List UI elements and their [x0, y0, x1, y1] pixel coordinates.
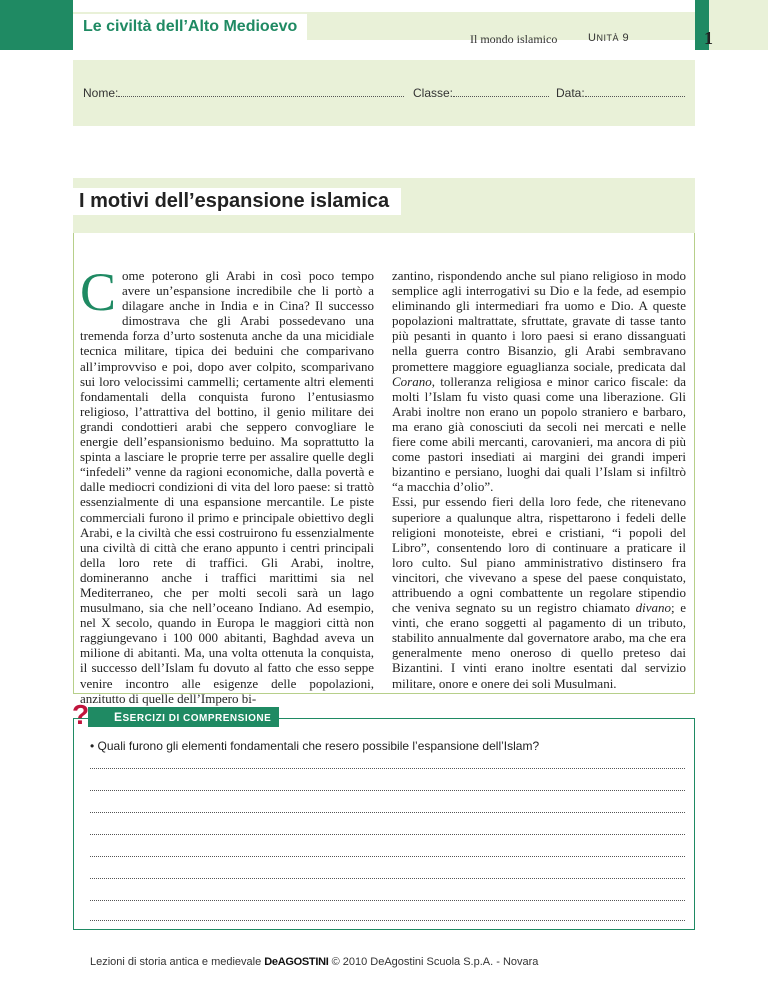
- exercise-header: [88, 707, 279, 727]
- header-accent-right: [709, 0, 768, 50]
- page-number: 1: [704, 28, 713, 48]
- footer-book-title: Lezioni di storia antica e medievale: [90, 956, 262, 968]
- article-text-col2-part4: ; e vinti, che erano soggetti al pagamento di un tributo, stabilito annualmente dal governatore arabo, ma che era generalmente meno oneroso di quello preteso dai Bizantini. I vinti erano inoltre esentati dal servizio militare, onore e onere dei soli Musulmani.: [392, 600, 686, 691]
- unit-number: 9: [622, 32, 630, 44]
- article-title: I motivi dell’espansione islamica: [73, 188, 401, 215]
- header-accent-left: [0, 0, 73, 50]
- unit-label: [588, 32, 629, 44]
- chapter-topic: Il mondo islamico: [470, 32, 558, 46]
- answer-line[interactable]: [90, 790, 685, 791]
- footer-copyright: © 2010 DeAgostini Scuola S.p.A. - Novara: [331, 956, 539, 968]
- date-label: Data:: [556, 86, 585, 100]
- answer-line[interactable]: [90, 920, 685, 921]
- answer-line[interactable]: [90, 856, 685, 857]
- class-field[interactable]: [453, 86, 549, 97]
- class-label: Classe:: [413, 86, 454, 100]
- unit-label-initial: U: [588, 32, 597, 44]
- page-footer: [90, 956, 538, 968]
- question-mark-icon: ?: [72, 699, 90, 730]
- exercise-question: • Quali furono gli elementi fondamentali che resero possibile l’espansione dell’Islam?: [90, 739, 540, 753]
- date-field[interactable]: [585, 86, 685, 97]
- article-text-col2-part3: Essi, pur essendo fieri della loro fede, che ritenevano superiore a qualunque altra, rispettarono i fedeli delle religioni monoteiste, ebrei e cristiani, “i popoli del Libro”, consentendo loro di continuare a praticare il loro culto. Sul piano amministrativo distinsero fra vincitori, che vivevano a spese del paese conquistato, attribuendo a ogni combattente un regolare stipendio che veniva segnato su un registro chiamato: [392, 494, 686, 616]
- name-label: Nome:: [83, 86, 119, 100]
- answer-line[interactable]: [90, 834, 685, 835]
- answer-line[interactable]: [90, 768, 685, 769]
- answer-line[interactable]: [90, 900, 685, 901]
- article-column-left: [80, 262, 374, 706]
- term-corano: Corano: [392, 373, 432, 389]
- article-text-col2-part2: , tolleranza religiosa e minor carico fiscale: da molti l’Islam fu visto quasi come una liberazione. Gli Arabi inoltre non erano un popolo straniero e barbaro, ma erano già conosciuti da secoli nei mercati e nelle fiere come abili mercanti, carovanieri, ma ancora di più come pastori insediati ai margini dei grandi imperi bizantino e persiano, luoghi dai quali l’Islam si infiltrò “a macchia d’olio”.: [392, 373, 686, 495]
- article-column-right: [392, 268, 686, 691]
- drop-cap: C: [80, 262, 117, 322]
- exercise-header-last: COMPRENSIONE: [183, 713, 272, 724]
- section-title: Le civiltà dell’Alto Medioevo: [73, 14, 307, 40]
- article-text-col2-part1: zantino, rispondendo anche sul piano religioso in modo semplice agli interrogativi su Dio e la fede, ad esempio eliminando gli intermediari fra uomo e Dio. A queste popolazioni maltrattate, sfruttate, gravate di tasse tanto più pesanti in quanto i loro paesi si erano dissanguati nella guerra contro Bisanzio, gli Arabi sembravano promettere maggiore eguaglianza sociale, predicata dal: [392, 268, 686, 374]
- answer-line[interactable]: [90, 812, 685, 813]
- term-divano: divano: [635, 600, 671, 616]
- answer-line[interactable]: [90, 878, 685, 879]
- exercise-header-initial: E: [114, 710, 123, 724]
- exercise-header-mid: SERCIZI DI: [122, 713, 184, 724]
- unit-label-rest: NITÀ: [596, 33, 619, 43]
- name-field[interactable]: [118, 86, 404, 97]
- publisher-logo: DeAGOSTINI: [264, 956, 329, 968]
- article-text-col1: ome poterono gli Arabi in così poco tempo avere un’espansione incredibile che li portò a dilagare anche in India e in Cina? Il successo dimostrava che gli Arabi possedevano una tremenda forza d’urto sostenuta anche da una micidiale tecnica militare, tipica dei beduini che comparivano all’improvviso e poi, dopo aver colpito, scomparivano sui loro velocissimi cammelli; certamente altri elementi fondamentali della conquista furono l’entusiasmo religioso, l’attrattiva del bottino, il genio militare dei grandi condottieri arabi che seppero convogliare le energie dell’espansionismo beduino. Ma soprattutto la spinta a lasciare le proprie terre per assalire quelle degli “infedeli” venne da ragioni economiche, dalla povertà e dalle mediocri condizioni di vita del loro paese: si trattò essenzialmente di una espansione mercantile. Le piste commerciali furono il primo e principale obiettivo degli Arabi, e la civiltà che essi costruirono fu essenzialmente una civiltà di città che erano appunto i centri principali della loro rete di traffici. Gli Arabi, inoltre, domineranno anche i traffici marittimi sia nel Mediterraneo, che per molti secoli sarà un lago musulmano, sia che nell’oceano Indiano. Ad esempio, nel X secolo, quando in Europa le maggiori città non raggiungevano i 100 000 abitanti, Baghdad aveva un milione di abitanti. Ma, una volta ottenuta la conquista, il successo dell’Islam fu dovuto al fatto che esso seppe venire incontro alle esigenze delle popolazioni, anzitutto di quelle dell’Impero bi-: [80, 268, 374, 706]
